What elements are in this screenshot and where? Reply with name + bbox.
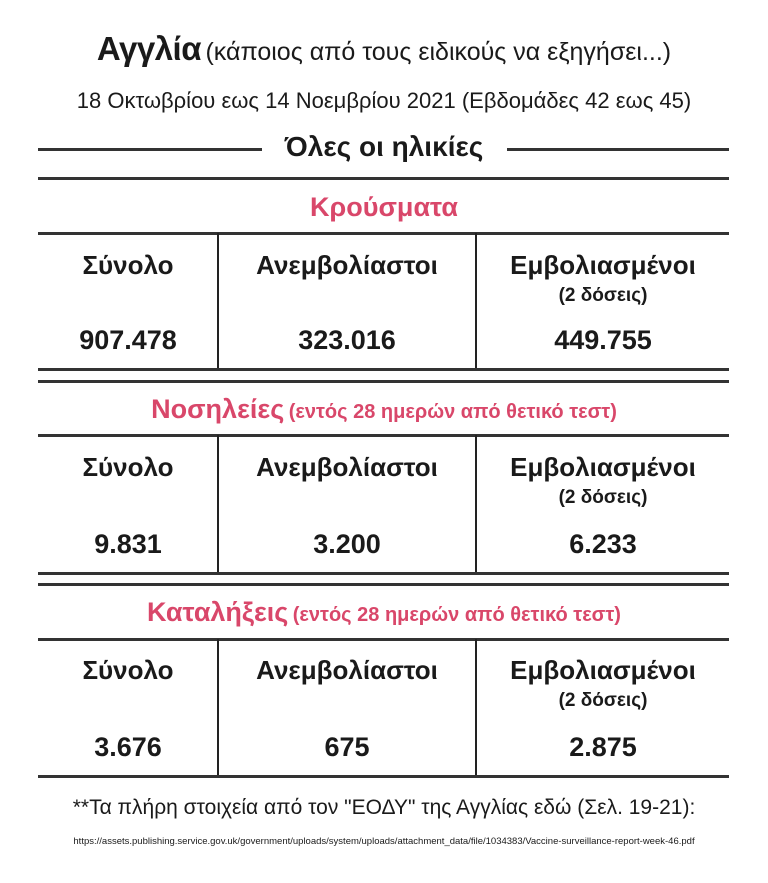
col-header-label: Σύνολο [82, 655, 174, 685]
value-cases-total: 907.478 [79, 325, 177, 355]
table-top-rule [38, 232, 729, 235]
value-hosp-vaccinated: 6.233 [569, 529, 637, 559]
section-title-label: Καταλήξεις [147, 597, 289, 627]
col-header-total [38, 250, 218, 281]
section-subtitle: (εντός 28 ημερών από θετικό τεστ) [288, 401, 617, 423]
table-top-rule [38, 638, 729, 641]
value-deaths-vaccinated: 2.875 [569, 732, 637, 762]
col-header-vaccinated [477, 250, 729, 307]
table-top-rule [38, 434, 729, 437]
col-header-label: Εμβολιασμένοι [510, 452, 696, 482]
source-note: **Τα πλήρη στοιχεία από τον "ΕΟΔΥ" της Αγγλίας εδώ (Σελ. 19-21): [72, 796, 696, 819]
section-subtitle: (εντός 28 ημερών από θετικό τεστ) [292, 604, 621, 626]
section-title-cases [0, 192, 768, 223]
col-header-unvaccinated [219, 250, 475, 281]
date-range: 18 Οκτωβρίου εως 14 Νοεμβρίου 2021 (Εβδομάδες 42 εως 45) [76, 88, 692, 113]
col-header-label: Ανεμβολίαστοι [256, 250, 438, 280]
section-title-label: Νοσηλείες [151, 394, 285, 424]
value-deaths-total: 3.676 [94, 732, 162, 762]
table-bottom-rule [38, 572, 729, 575]
col-header-label: Εμβολιασμένοι [510, 250, 696, 280]
col-header-label: Εμβολιασμένοι [510, 655, 696, 685]
col-header-label: Σύνολο [82, 452, 174, 482]
col-header-total [38, 655, 218, 686]
col-header-total [38, 452, 218, 483]
col-header-label: Ανεμβολίαστοι [256, 452, 438, 482]
col-header-vaccinated [477, 452, 729, 509]
table-bottom-rule [38, 775, 729, 778]
col-header-note: (2 δόσεις) [558, 690, 648, 711]
title-country: Αγγλία [96, 30, 202, 67]
source-url[interactable]: https://assets.publishing.service.gov.uk/government/uploads/system/uploads/attachment_data/file/1034383/Vaccine-surveillance-report-week-46.pdf [73, 836, 695, 847]
col-header-label: Ανεμβολίαστοι [256, 655, 438, 685]
col-header-label: Σύνολο [82, 250, 174, 280]
col-header-note: (2 δόσεις) [558, 487, 648, 508]
value-deaths-unvaccinated: 675 [324, 732, 370, 762]
value-hosp-total: 9.831 [94, 529, 162, 559]
value-cases-vaccinated: 449.755 [554, 325, 652, 355]
value-cases-unvaccinated: 323.016 [298, 325, 396, 355]
value-hosp-unvaccinated: 3.200 [313, 529, 381, 559]
title-subtitle: (κάποιος από τους ειδικούς να εξηγήσει...) [205, 38, 672, 66]
col-header-vaccinated [477, 655, 729, 712]
section-title-label: Κρούσματα [310, 192, 458, 222]
age-group-label: Όλες οι ηλικίες [277, 131, 492, 162]
section-title-hospitalisations [0, 394, 768, 425]
section-title-deaths [0, 597, 768, 628]
age-group-heading [0, 131, 768, 163]
page-title [0, 30, 768, 68]
section-rule [38, 380, 729, 383]
section-rule [38, 583, 729, 586]
col-header-unvaccinated [219, 655, 475, 686]
divider [38, 177, 729, 180]
table-bottom-rule [38, 368, 729, 371]
col-header-unvaccinated [219, 452, 475, 483]
col-header-note: (2 δόσεις) [558, 285, 648, 306]
